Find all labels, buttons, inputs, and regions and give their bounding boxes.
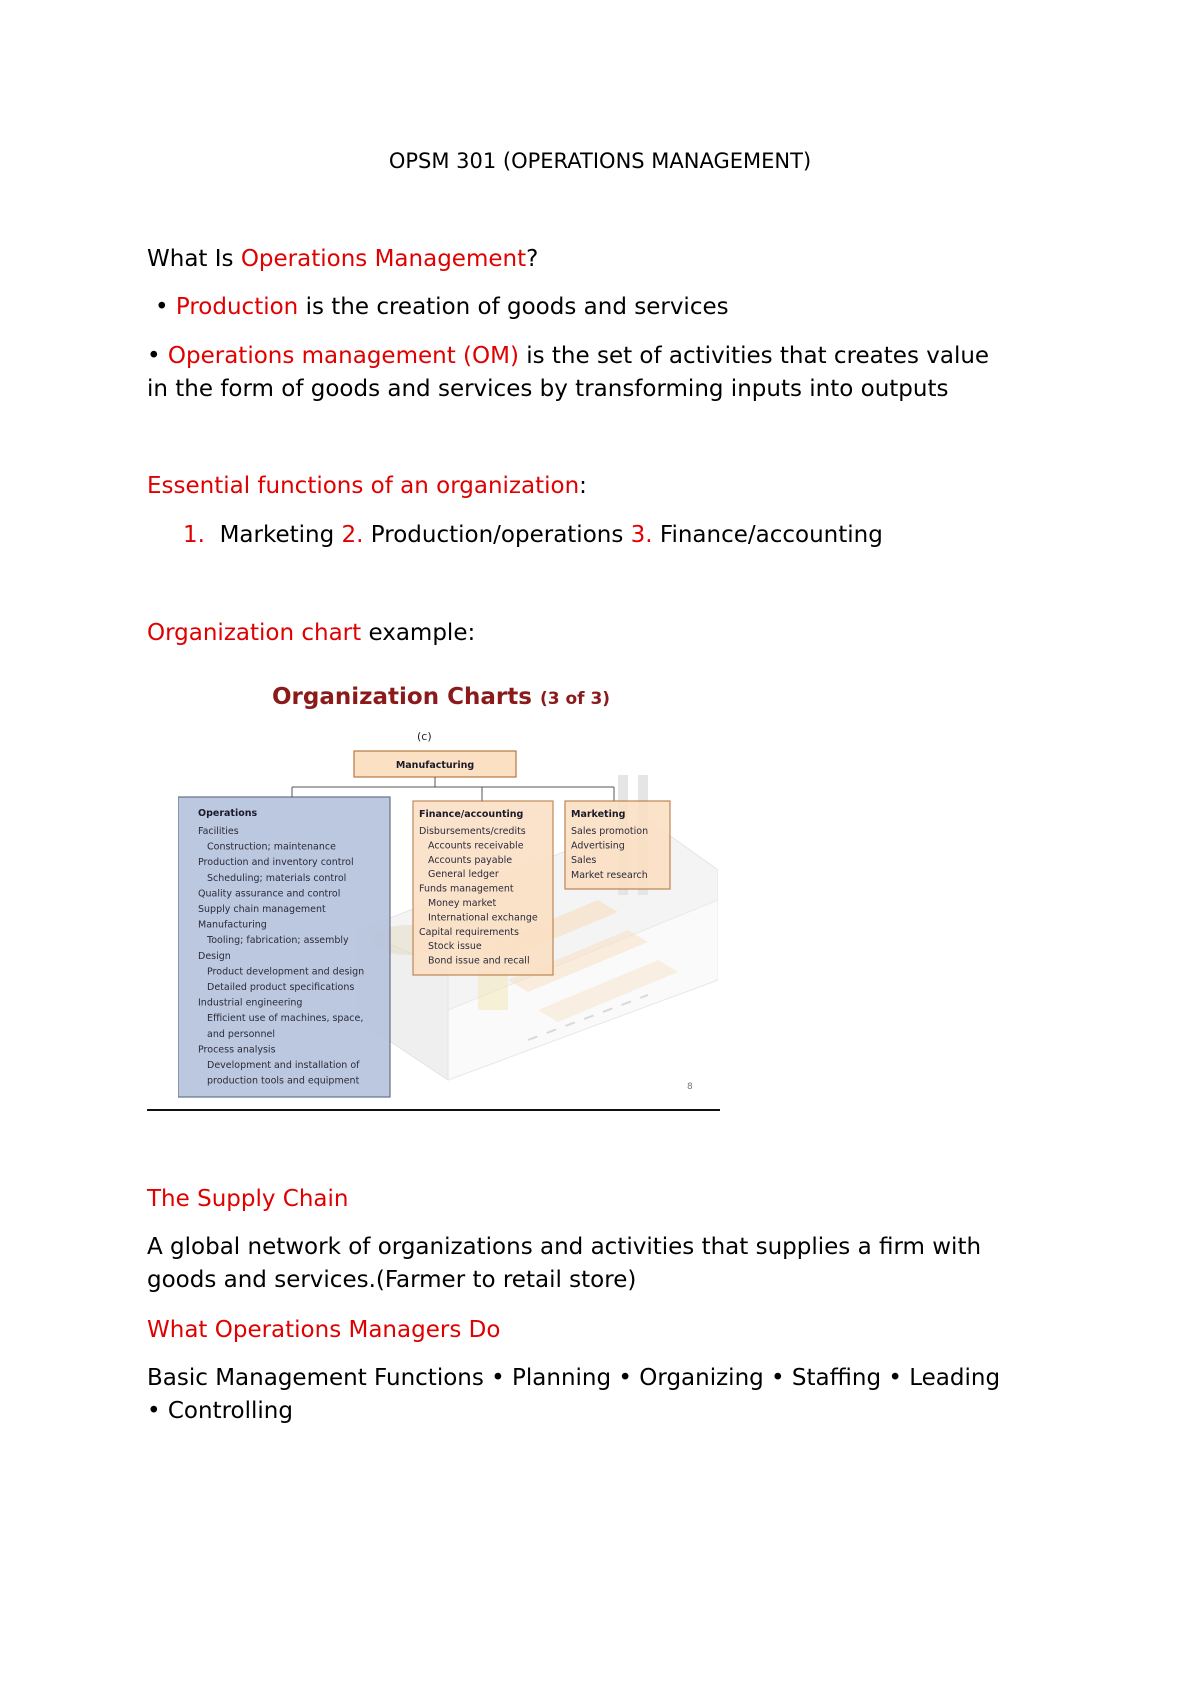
finance-item: Bond issue and recall <box>428 955 530 967</box>
marketing-heading: Marketing <box>571 809 626 820</box>
list-number: 2. <box>341 522 364 548</box>
supply-chain-definition-line1: A global network of organizations and activities that supplies a firm with <box>147 1234 982 1260</box>
operations-item: Industrial engineering <box>198 997 303 1009</box>
marketing-item: Advertising <box>571 840 625 852</box>
operations-item: Design <box>198 950 231 962</box>
om-definition-line2: in the form of goods and services by transforming inputs into outputs <box>147 376 949 402</box>
essential-colon: : <box>579 473 587 499</box>
figure-panel-label: (c) <box>417 730 432 743</box>
document-title: OPSM 301 (OPERATIONS MANAGEMENT) <box>388 149 812 173</box>
organization-chart-figure <box>178 680 718 1104</box>
om-definition: is the set of activities that creates value <box>518 343 990 369</box>
finance-item: Disbursements/credits <box>419 826 526 837</box>
management-functions-line2: • Controlling <box>147 1398 293 1424</box>
production-term: Production <box>175 294 299 320</box>
operations-item: Process analysis <box>198 1044 276 1056</box>
marketing-item: Sales promotion <box>571 826 649 837</box>
operations-item: Detailed product specifications <box>207 982 355 993</box>
list-item-production: Production/operations <box>370 522 624 548</box>
list-number: 3. <box>630 522 653 548</box>
marketing-item: Sales <box>571 855 597 867</box>
what-is-om-heading <box>147 242 538 276</box>
operations-item: Supply chain management <box>198 904 326 915</box>
operations-item: Scheduling; materials control <box>207 872 347 884</box>
operations-item: Product development and design <box>207 966 365 978</box>
operations-item: Construction; maintenance <box>207 841 336 853</box>
supply-chain-heading: The Supply Chain <box>147 1186 349 1212</box>
management-functions-line1: Basic Management Functions • Planning • Organizing • Staffing • Leading <box>147 1365 1001 1391</box>
figure-title <box>272 684 610 710</box>
what-is-prefix: What Is <box>147 246 241 272</box>
marketing-item: Market research <box>571 869 648 881</box>
managers-heading: What Operations Managers Do <box>147 1317 501 1343</box>
finance-item: Capital requirements <box>419 926 519 938</box>
finance-item: General ledger <box>428 869 499 881</box>
figure-title-text: Organization Charts <box>272 684 532 710</box>
operations-item: Tooling; fabrication; assembly <box>207 935 349 947</box>
operations-item: Facilities <box>198 826 239 837</box>
finance-item: Money market <box>428 898 497 909</box>
finance-item: Accounts payable <box>428 854 513 866</box>
finance-item: Stock issue <box>428 941 482 953</box>
om-bullet <box>147 339 989 373</box>
supply-chain-definition-line2: goods and services.(Farmer to retail store) <box>147 1267 637 1293</box>
figure-title-suffix: (3 of 3) <box>539 689 611 709</box>
list-item-finance: Finance/accounting <box>659 522 883 548</box>
operations-item: production tools and equipment <box>207 1075 360 1087</box>
list-item-marketing: Marketing <box>219 522 335 548</box>
operations-item: Quality assurance and control <box>198 888 341 900</box>
finance-heading: Finance/accounting <box>419 809 524 820</box>
bullet-glyph: • <box>147 343 168 369</box>
finance-item: Accounts receivable <box>428 840 524 852</box>
operations-item: Development and installation of <box>207 1060 360 1071</box>
operations-item: and personnel <box>207 1028 275 1040</box>
operations-heading: Operations <box>198 808 258 819</box>
om-full-term: Operations management (OM) <box>167 343 519 369</box>
operations-item: Production and inventory control <box>198 857 354 869</box>
operations-item: Manufacturing <box>198 919 267 931</box>
finance-item: Funds management <box>419 883 514 895</box>
list-number: 1. <box>183 522 205 548</box>
finance-item: International exchange <box>428 912 538 924</box>
slide-page-number: 8 <box>687 1082 693 1092</box>
production-bullet <box>155 290 729 324</box>
om-term: Operations Management <box>240 246 527 272</box>
essential-functions-list <box>183 518 883 552</box>
org-chart-heading <box>147 616 475 650</box>
what-is-suffix: ? <box>526 246 539 272</box>
operations-item: Efficient use of machines, space, <box>207 1013 364 1025</box>
figure-divider <box>147 1109 720 1111</box>
production-definition: is the creation of goods and services <box>298 294 729 320</box>
organization-chart-svg <box>178 680 718 1104</box>
org-chart-term: Organization chart <box>147 620 362 646</box>
org-chart-rest: example: <box>361 620 476 646</box>
manufacturing-label: Manufacturing <box>395 760 475 771</box>
essential-functions-heading <box>147 469 587 503</box>
bullet-glyph: • <box>155 294 176 320</box>
essential-heading-text: Essential functions of an organization <box>147 473 580 499</box>
